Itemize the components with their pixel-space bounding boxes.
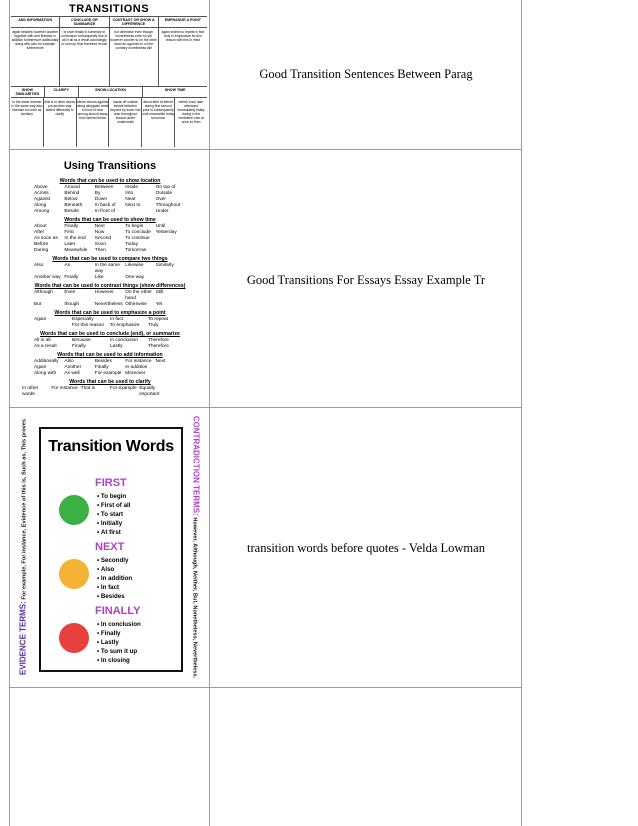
thumb2-word: Today: [125, 242, 138, 247]
thumb2-word: Although: [34, 290, 53, 295]
caption-link[interactable]: Good Transition Sentences Between Parag: [259, 67, 473, 81]
thumb2-word: One way: [125, 275, 145, 280]
thumb2-word: Across: [34, 191, 49, 196]
thumb2-word: Additionally: [34, 359, 59, 364]
transition-words-poster-thumbnail[interactable]: [11, 409, 207, 685]
poster-list-item: • To sum it up: [97, 647, 141, 656]
poster-list-item: • In closing: [97, 656, 141, 665]
thumb2-word: Likewise: [125, 263, 144, 268]
thumb2-word-grid: [12, 317, 208, 329]
thumb1-column: that is in other words put another way stated differently to clarify: [44, 98, 77, 147]
thumb2-word: Below: [64, 197, 78, 202]
contradiction-terms-list: However, Although, Neither, But, Nonetheless, Nevertheless.: [191, 517, 198, 679]
thumb2-section-heading: Words that can be used to conclude (end), or summarize: [40, 331, 180, 337]
thumb2-word: To continue: [125, 236, 150, 241]
thumb2-word: Beside: [64, 209, 80, 214]
thumb2-word: Finally: [72, 344, 86, 349]
contradiction-terms-label: CONTRADICTION TERMS:: [191, 415, 201, 516]
thumb2-section-heading: Words that can be used to add information: [57, 352, 163, 358]
thumb2-word: Even: [64, 290, 76, 295]
thumb2-word: Inside: [125, 185, 138, 190]
thumb2-section-heading: Words that can be used to clarify: [69, 379, 151, 385]
grid-line: [521, 0, 522, 826]
thumb2-word: However: [94, 290, 114, 295]
thumb2-section-heading: Words that can be used to compare two things: [52, 256, 168, 262]
transitions-chart-thumbnail[interactable]: [11, 2, 207, 147]
traffic-light-circle: [59, 623, 89, 653]
thumb1-column: about after at before during first second prior to subsequently until meanwhile today tomorrow: [142, 98, 175, 147]
thumb2-word: In addition: [125, 365, 148, 370]
grid-line: [9, 0, 10, 826]
thumb2-word: Because: [72, 338, 91, 343]
thumb2-word: Beneath: [64, 203, 83, 208]
grid-line: [209, 0, 210, 826]
thumb2-word: To repeat: [148, 317, 168, 322]
thumb1-column: above across against along alongside amid in front of near among around away from behind below: [77, 98, 110, 147]
thumb2-word: To conclude: [125, 230, 151, 235]
thumb2-word: Above: [34, 185, 48, 190]
thumb1-body-row: [11, 98, 207, 147]
thumb2-word: To emphasize: [110, 323, 140, 328]
thumb1-header: EMPHASIZE A POINT: [164, 18, 202, 22]
thumb2-word: Into: [125, 191, 134, 196]
thumb1-column: inside off outside beside between beyond by down into onto throughout toward under underneath: [109, 98, 142, 147]
thumb2-word: Also: [64, 359, 74, 364]
thumb2-word: Before: [34, 242, 49, 247]
thumb2-word: In conclusion: [110, 338, 138, 343]
thumb2-word: Between: [94, 185, 114, 190]
thumb2-word: Similarly: [155, 263, 174, 268]
thumb2-word: Truly: [148, 323, 159, 328]
thumb2-word: In the end: [64, 236, 86, 241]
thumb2-section-heading: Words that can be used to show time: [64, 217, 156, 223]
thumb2-section-heading: Words that can be used to emphasize a point: [54, 310, 166, 316]
thumb2-word-grid: [12, 185, 208, 215]
thumb2-word: As soon as: [34, 236, 58, 241]
thumb2-word: Until: [155, 224, 166, 229]
thumb2-word: For instance: [51, 386, 78, 391]
poster-list-item: • In fact: [97, 583, 132, 592]
thumb2-word-grid: [12, 359, 208, 377]
thumb1-title: TRANSITIONS: [68, 3, 150, 15]
thumb2-word: [156, 248, 186, 254]
thumb2-word: Yet: [155, 302, 163, 307]
thumb2-word: Lastly: [110, 344, 123, 349]
poster-group-heading: FINALLY: [95, 605, 141, 617]
thumb1-column: but otherwise even though nevertheless even so yet however counter to on the other hand as opposed to on the contrary nonetheless still: [110, 28, 159, 86]
thumb2-word: Another way: [34, 275, 61, 280]
thumb2-word: Nevertheless: [94, 302, 123, 307]
thumb2-word: Besides: [94, 359, 112, 364]
poster-list-item: • To start: [97, 510, 130, 519]
thumb1-column: in short finally in summary in conclusion consequently due to all in all as a result accordingly to sum up thus therefore hence: [60, 28, 109, 86]
thumb2-word: Now: [94, 230, 105, 235]
thumb2-word: Then: [94, 248, 106, 253]
thumb2-word: To begin: [125, 224, 144, 229]
poster-group-list: [97, 620, 141, 665]
poster-title: Transition Words: [48, 438, 174, 455]
thumb2-word: [156, 275, 186, 281]
thumb2-word: For example: [94, 371, 122, 376]
poster-list-item: • First of all: [97, 501, 130, 510]
poster-list-item: • Lastly: [97, 638, 141, 647]
contradiction-terms-strip: [185, 409, 207, 685]
thumb1-header: SHOW SIMILARITIES: [11, 87, 45, 97]
thumb2-word: In the same way: [94, 263, 120, 274]
thumb2-word: Therefore: [148, 344, 169, 349]
poster-list-item: • Secondly: [97, 556, 132, 565]
poster-list-item: • Initially: [97, 519, 130, 528]
thumb2-word: As: [64, 263, 70, 268]
thumb2-word: Finally: [64, 224, 79, 229]
poster-list-item: • To begin: [97, 492, 130, 501]
thumb2-word: Outside: [155, 191, 173, 196]
thumb2-word: After: [34, 230, 45, 235]
caption-link[interactable]: transition words before quotes - Velda Lowman: [247, 541, 485, 555]
grid-line: [9, 149, 522, 150]
thumb2-word: Second: [94, 236, 112, 241]
thumb2-word: Another: [64, 365, 82, 370]
thumb1-header-row: [11, 86, 207, 98]
poster-group-heading: NEXT: [95, 541, 125, 553]
thumb2-word: First: [64, 230, 74, 235]
thumb1-column: in the same manner in the same way also likewise too both as similarly: [11, 98, 44, 147]
poster: [39, 427, 183, 672]
thumb2-word-grid: [12, 224, 208, 254]
thumb2-word: Still: [155, 290, 164, 295]
thumb2-word: though: [64, 302, 80, 307]
thumb2-word: Finally: [94, 365, 109, 370]
poster-group-list: [97, 492, 130, 537]
thumb2-word: For this reason: [72, 323, 104, 328]
thumb2-word: About: [34, 224, 47, 229]
thumb2-word: That is: [80, 386, 96, 391]
poster-list-item: • In conclusion: [97, 620, 141, 629]
thumb2-sections: [12, 178, 208, 398]
thumb1-header: SHOW TIME: [164, 88, 186, 92]
thumb2-word: Also: [34, 263, 44, 268]
thumb1-column: before soon later afterward immediately finally during in the meantime now at once so then: [177, 100, 205, 124]
thumb2-word: On top of: [155, 185, 176, 190]
thumb2-title: Using Transitions: [63, 160, 157, 172]
thumb2-word: Next: [94, 224, 105, 229]
thumb2-word: In back of: [94, 203, 116, 208]
thumb2-word: Near: [125, 197, 136, 202]
thumb2-word: For instance: [125, 359, 152, 364]
thumb2-word: Therefore: [148, 338, 169, 343]
thumb2-word: Against: [34, 197, 50, 202]
thumb2-word: [169, 386, 198, 398]
thumb2-word: In fact: [110, 317, 124, 322]
grid-line: [9, 687, 522, 688]
evidence-terms-text: [19, 419, 28, 675]
thumb2-word: For example: [110, 386, 137, 391]
thumb2-word: Again: [34, 317, 47, 322]
contradiction-terms-text: [192, 416, 201, 678]
thumb2-word: Like: [94, 275, 104, 280]
thumb2-word: Next: [155, 359, 166, 364]
thumb2-word: [156, 371, 186, 377]
thumb2-word-grid: [12, 290, 208, 308]
poster-group-heading: FIRST: [95, 477, 127, 489]
thumb1-header: CONCLUDE OR SUMMARIZE: [60, 17, 109, 27]
poster-list-item: • Also: [97, 565, 132, 574]
evidence-terms-list: For example, For instance, Evidence of this is, Such as, This proves: [21, 419, 28, 600]
thumb2-word: By: [94, 191, 101, 196]
thumb2-word-grid: [12, 263, 208, 281]
thumb2-word: Behind: [64, 191, 80, 196]
thumb2-word: On the other hand: [125, 290, 152, 301]
thumb2-word: Throughout: [155, 203, 181, 208]
caption-link[interactable]: Good Transitions For Essays Essay Example Tr: [246, 273, 486, 287]
thumb1-column: again indeed to repeat in fact truly to emphasize for this reason with this in mind: [161, 30, 205, 42]
traffic-light-circle: [59, 559, 89, 589]
thumb2-word: In front of: [94, 209, 116, 214]
thumb1-header-row: [11, 16, 207, 28]
thumb2-word: Under: [155, 209, 169, 214]
thumb1-column: again besides however another together with and likewise in addition furthermore additionally along with also for example furthermore: [11, 28, 60, 86]
thumb2-word: Soon: [94, 242, 106, 247]
thumb1-header: ADD INFORMATION: [11, 17, 60, 27]
thumb2-word: Again: [34, 365, 47, 370]
thumb1-header: CLARIFY: [45, 87, 79, 97]
thumb2-word: As well: [64, 371, 80, 376]
thumb1-header: CONTRAST OR SHOW A DIFFERENCE: [110, 17, 159, 27]
poster-list-item: • At first: [97, 528, 130, 537]
thumb2-word: Down: [94, 197, 108, 202]
thumb2-word: Around: [64, 185, 80, 190]
thumb2-word: [125, 209, 155, 215]
thumb2-word: Yesterday: [155, 230, 177, 235]
thumb2-word: In other words: [22, 386, 39, 397]
thumb2-word-grid: [12, 338, 208, 350]
thumb2-word: Later: [64, 242, 76, 247]
thumb1-header: SHOW LOCATION: [79, 87, 144, 97]
thumb2-word: Over: [155, 197, 166, 202]
thumb2-section-heading: Words that can be used to show location: [59, 178, 161, 184]
thumb2-word: As a result: [34, 344, 57, 349]
grid-line: [9, 407, 522, 408]
poster-list-item: • Besides: [97, 592, 132, 601]
poster-group-list: [97, 556, 132, 601]
thumb2-word: Especially: [72, 317, 94, 322]
poster-list-item: • In addition: [97, 574, 132, 583]
thumb2-word: Next to: [125, 203, 141, 208]
thumb2-word: Among: [34, 209, 50, 214]
thumb2-section-heading: Words that can be used to contrast things (show differences): [34, 283, 186, 289]
thumb2-word: Meanwhile: [64, 248, 88, 253]
thumb2-word: Along: [34, 203, 47, 208]
thumb2-word: [34, 323, 72, 329]
traffic-light-circle: [59, 495, 89, 525]
thumb2-word: Moreover: [125, 371, 146, 376]
thumb2-word-grid: [12, 386, 208, 398]
evidence-terms-label: EVIDENCE TERMS:: [18, 601, 28, 675]
thumb2-word: All in all: [34, 338, 51, 343]
thumb2-word: During: [34, 248, 49, 253]
thumb2-word: But: [34, 302, 42, 307]
using-transitions-thumbnail[interactable]: [12, 152, 208, 405]
thumb2-word: Finally: [64, 275, 79, 280]
thumb2-word: Equally important: [139, 386, 160, 397]
evidence-terms-strip: [11, 409, 35, 685]
thumb2-word: Otherwise: [125, 302, 147, 307]
poster-list-item: • Finally: [97, 629, 141, 638]
thumb2-word: Along with: [34, 371, 57, 376]
thumb1-body-row: [11, 28, 207, 86]
thumb2-word: Tomorrow: [125, 248, 147, 253]
